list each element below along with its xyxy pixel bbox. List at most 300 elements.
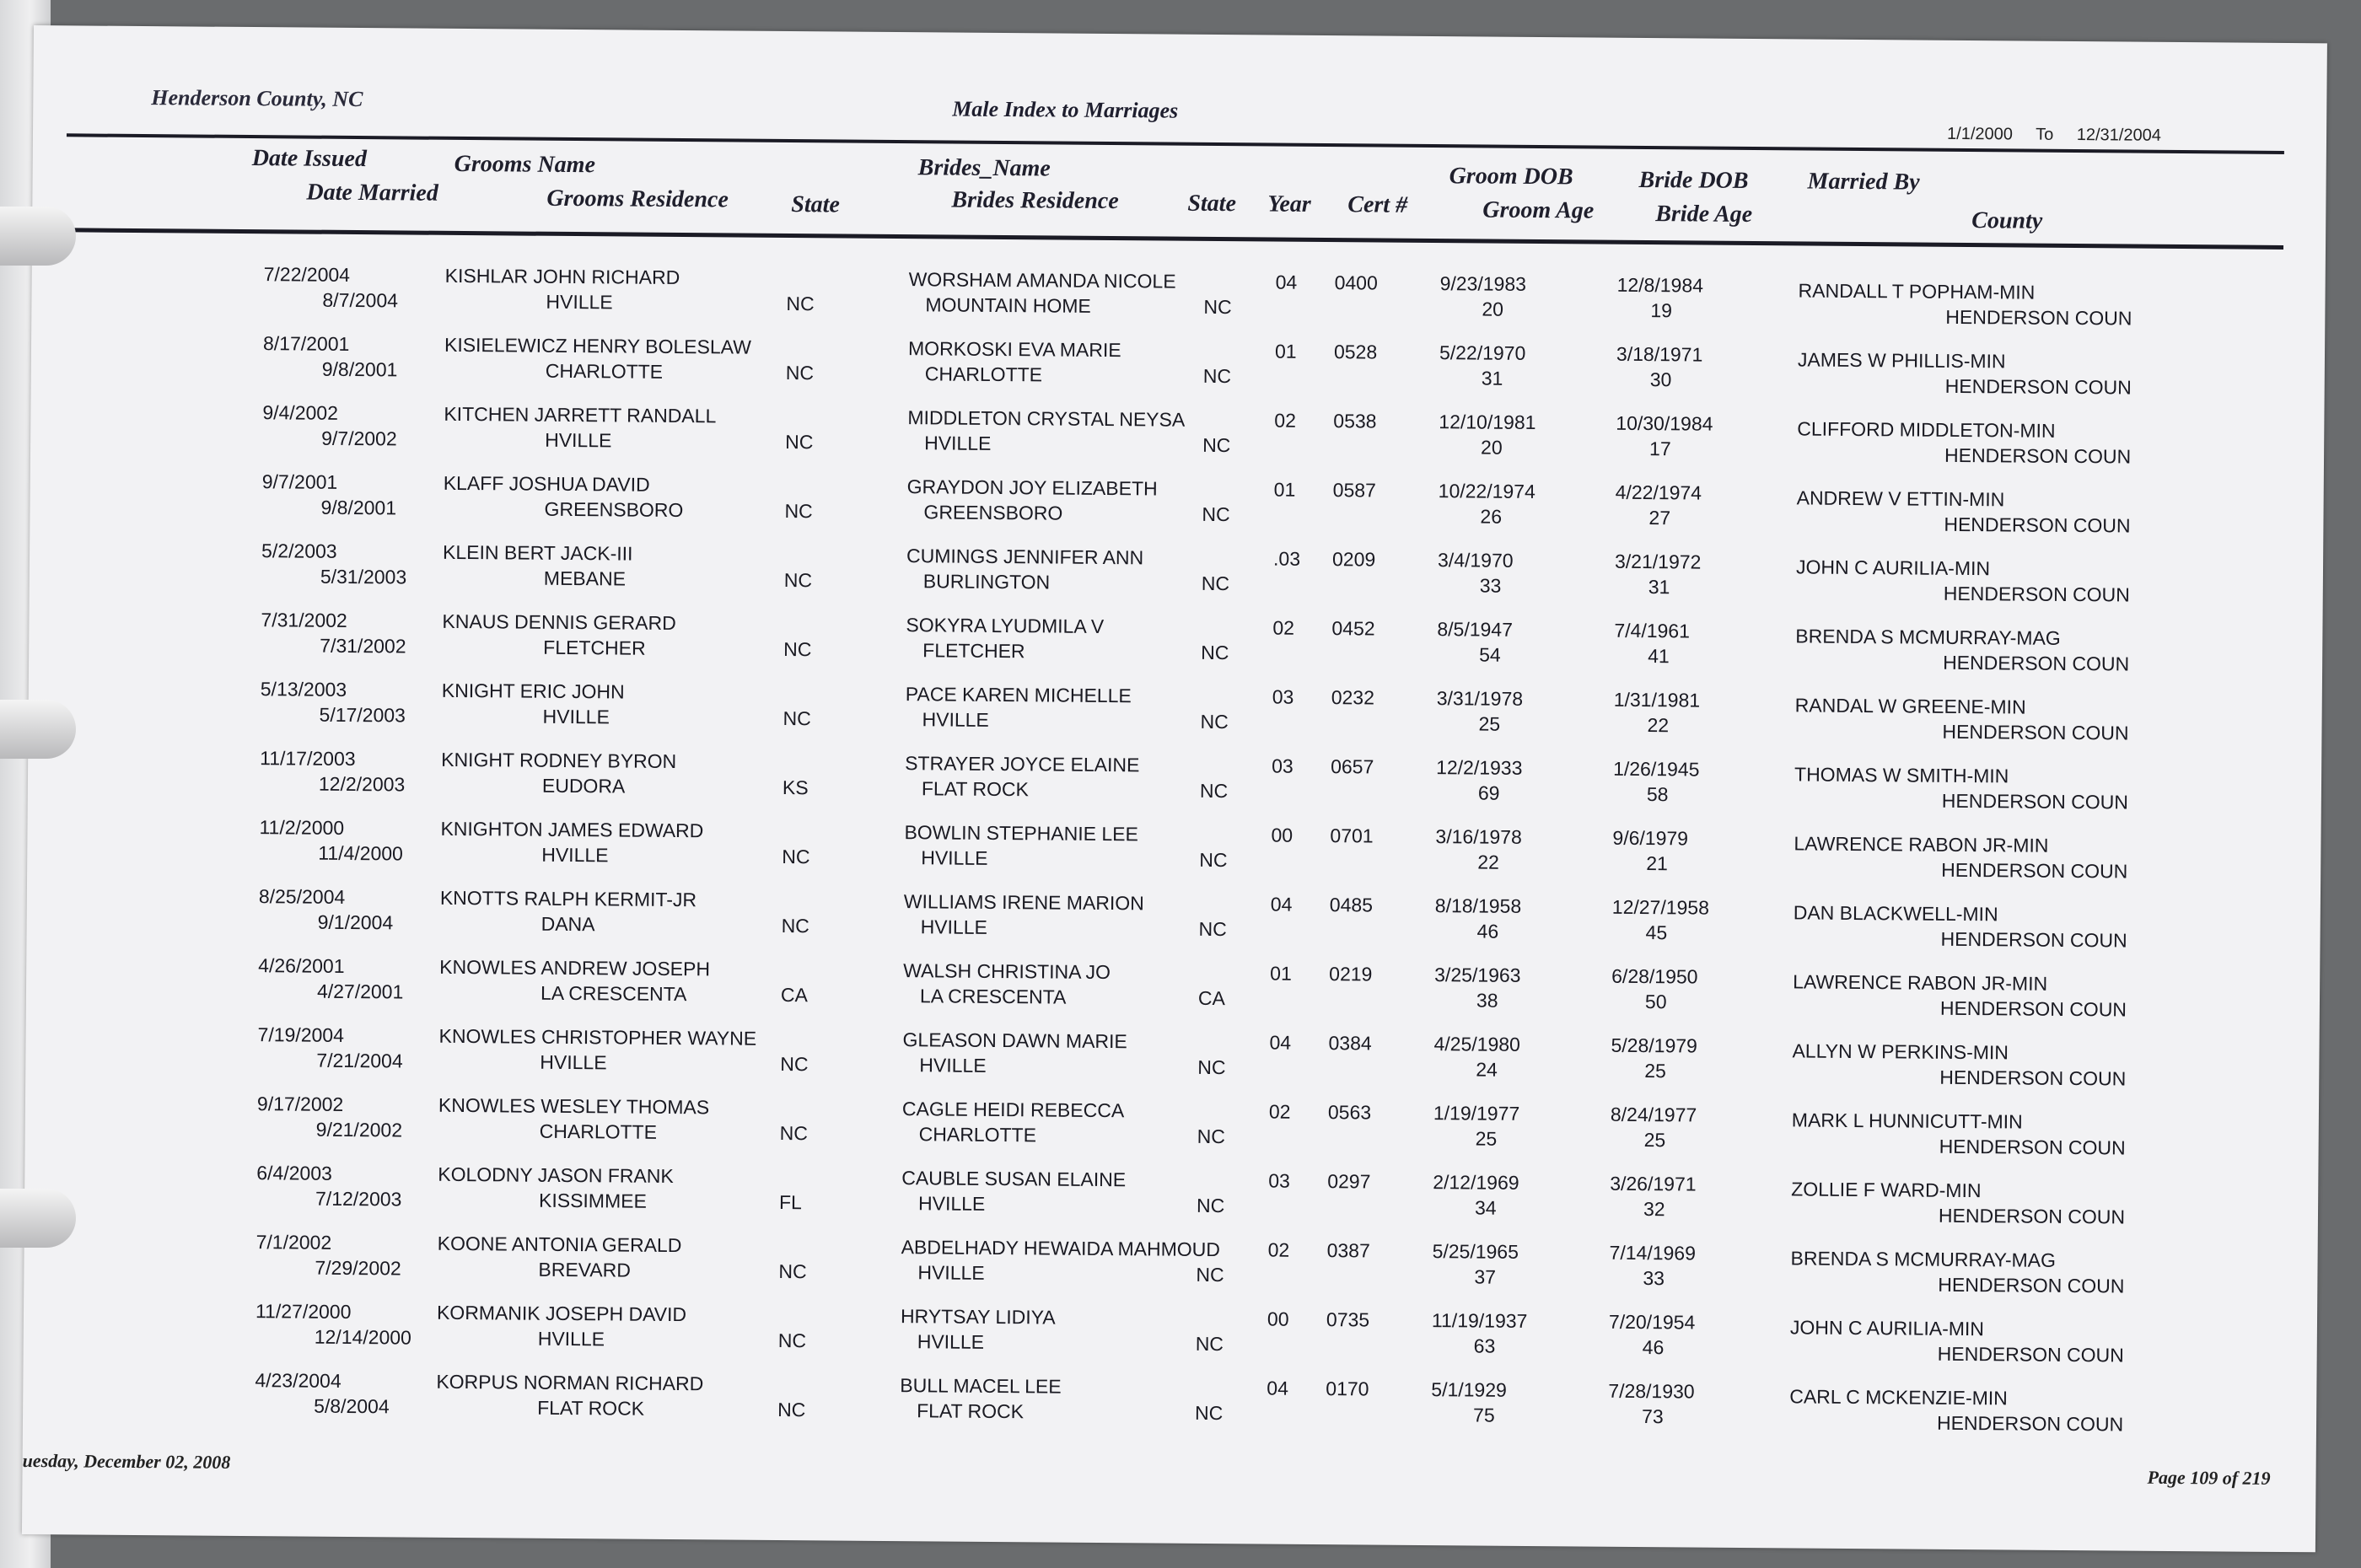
year: 04 [1270, 893, 1293, 916]
report-title: Male Index to Marriages [952, 96, 1179, 123]
bride-residence: FLETCHER [922, 639, 1025, 663]
col-grooms-name: Grooms Name [454, 150, 596, 179]
bride-age: 32 [1643, 1198, 1665, 1221]
year: 00 [1267, 1308, 1289, 1330]
bride-name: BOWLIN STEPHANIE LEE [904, 821, 1138, 846]
bride-age: 58 [1646, 783, 1669, 806]
bride-dob: 4/22/1974 [1615, 481, 1702, 504]
cert-number: 0563 [1327, 1101, 1372, 1124]
bride-dob: 6/28/1950 [1611, 964, 1698, 988]
bride-residence: LA CRESCENTA [919, 985, 1067, 1008]
married-by: BRENDA S MCMURRAY-MAG [1790, 1247, 2057, 1271]
date-issued: 8/17/2001 [262, 332, 350, 355]
bride-state: NC [1198, 917, 1227, 941]
date-married: 9/21/2002 [315, 1118, 403, 1141]
groom-age: 46 [1476, 920, 1499, 942]
groom-name: KNOTTS RALPH KERMIT-JR [439, 886, 697, 911]
groom-name: KLAFF JOSHUA DAVID [443, 471, 650, 496]
bride-state: NC [1196, 1194, 1225, 1217]
bride-dob: 7/4/1961 [1614, 619, 1691, 642]
bride-state: NC [1201, 572, 1230, 595]
groom-state: CA [780, 983, 809, 1007]
bride-dob: 10/30/1984 [1616, 411, 1713, 435]
groom-residence: KISSIMMEE [538, 1189, 647, 1212]
bride-name: STRAYER JOYCE ELAINE [905, 752, 1140, 776]
date-issued: 11/27/2000 [255, 1300, 352, 1324]
bride-state: NC [1201, 641, 1229, 664]
cert-number: 0452 [1331, 617, 1375, 640]
groom-name: KNOWLES ANDREW JOSEPH [439, 955, 711, 980]
groom-age: 63 [1473, 1334, 1496, 1357]
bride-residence: HVILLE [921, 846, 988, 869]
married-by: CLIFFORD MIDDLETON-MIN [1797, 417, 2056, 442]
bride-residence: FLAT ROCK [921, 777, 1029, 801]
col-brides-name: Brides_Name [917, 154, 1051, 182]
bride-residence: HVILLE [920, 916, 987, 938]
groom-age: 75 [1473, 1404, 1495, 1426]
date-issued: 8/25/2004 [258, 885, 346, 908]
groom-residence: HVILLE [542, 705, 610, 728]
groom-dob: 3/16/1978 [1435, 825, 1522, 848]
date-range [1947, 125, 2180, 146]
date-issued: 11/2/2000 [259, 816, 345, 839]
married-by: RANDALL T POPHAM-MIN [1798, 279, 2036, 303]
cert-number: 0384 [1328, 1032, 1372, 1055]
groom-dob: 4/25/1980 [1433, 1033, 1520, 1055]
bride-age: 30 [1649, 368, 1672, 391]
groom-residence: EUDORA [541, 774, 626, 797]
date-issued: 9/4/2002 [262, 401, 339, 424]
cert-number: 0538 [1333, 410, 1377, 432]
groom-name: KOONE ANTONIA GERALD [437, 1232, 682, 1257]
bride-name: HRYTSAY LIDIYA [900, 1305, 1056, 1329]
bride-age: 45 [1645, 921, 1668, 944]
married-by: RANDAL W GREENE-MIN [1794, 694, 2026, 718]
groom-dob: 3/31/1978 [1436, 687, 1524, 710]
col-date-issued: Date Issued [251, 145, 368, 173]
groom-age: 33 [1479, 574, 1502, 597]
groom-dob: 12/2/1933 [1436, 756, 1523, 779]
bride-age: 19 [1650, 299, 1673, 322]
county: HENDERSON COUN [1939, 996, 2127, 1021]
bride-name: WORSHAM AMANDA NICOLE [908, 268, 1176, 293]
bride-age: 25 [1643, 1129, 1666, 1152]
date-married: 12/14/2000 [314, 1325, 412, 1349]
groom-dob: 8/5/1947 [1437, 618, 1514, 641]
binder-ring [0, 700, 76, 759]
county: HENDERSON COUN [1944, 443, 2132, 468]
groom-dob: 11/19/1937 [1431, 1309, 1528, 1332]
groom-state: NC [782, 845, 810, 868]
date-married: 9/7/2002 [321, 427, 397, 450]
groom-residence: DANA [541, 912, 595, 936]
groom-name: KNIGHTON JAMES EDWARD [440, 817, 704, 842]
groom-dob: 3/4/1970 [1437, 549, 1514, 572]
bride-age: 25 [1644, 1060, 1667, 1082]
groom-residence: LA CRESCENTA [540, 981, 687, 1006]
binder-ring [0, 207, 76, 266]
bride-state: NC [1195, 1401, 1224, 1425]
bride-dob: 3/18/1971 [1616, 342, 1703, 366]
married-by: JAMES W PHILLIS-MIN [1797, 348, 2006, 373]
cert-number: 0485 [1329, 894, 1374, 916]
groom-state: NC [779, 1121, 809, 1145]
bride-age: 31 [1648, 576, 1670, 599]
col-state: State [791, 191, 841, 218]
col-bride-age: Bride Age [1655, 201, 1753, 228]
year: 01 [1273, 478, 1296, 501]
groom-dob: 5/1/1929 [1431, 1378, 1507, 1401]
county: HENDERSON COUN [1939, 1066, 2127, 1090]
groom-name: KNIGHT ERIC JOHN [441, 679, 625, 703]
date-issued: 5/13/2003 [260, 678, 347, 701]
date-issued: 7/22/2004 [263, 263, 351, 286]
date-issued: 6/4/2003 [256, 1162, 332, 1184]
col-county: County [1971, 207, 2043, 234]
groom-state: NC [780, 1052, 809, 1076]
groom-state: FL [778, 1190, 803, 1214]
year: 00 [1271, 824, 1293, 846]
date-issued: 4/26/2001 [258, 954, 345, 977]
groom-state: NC [785, 362, 815, 384]
bride-residence: HVILLE [922, 708, 989, 731]
groom-name: KISIELEWICZ HENRY BOLESLAW [444, 333, 751, 358]
bride-state: NC [1202, 433, 1231, 457]
col-bride-dob: Bride DOB [1638, 166, 1749, 194]
groom-residence: HVILLE [541, 843, 609, 867]
date-issued: 7/31/2002 [261, 609, 347, 631]
col-groom-dob: Groom DOB [1449, 163, 1573, 191]
date-married: 5/17/2003 [319, 703, 406, 727]
date-married: 7/29/2002 [315, 1256, 401, 1280]
range-from: 1/1/2000 [1946, 124, 2014, 144]
groom-residence: HVILLE [545, 428, 612, 452]
married-by: THOMAS W SMITH-MIN [1794, 763, 2009, 787]
groom-residence: BREVARD [538, 1258, 632, 1281]
married-by: CARL C MCKENZIE-MIN [1789, 1385, 2008, 1410]
year: 02 [1274, 409, 1297, 432]
groom-age: 69 [1477, 781, 1500, 804]
groom-name: KOLODNY JASON FRANK [438, 1163, 674, 1188]
date-issued: 5/2/2003 [261, 540, 337, 562]
date-married: 7/12/2003 [315, 1187, 402, 1211]
bride-state: NC [1202, 502, 1230, 526]
groom-residence: FLETCHER [543, 636, 646, 659]
groom-age: 26 [1480, 505, 1503, 528]
married-by: ALLYN W PERKINS-MIN [1792, 1039, 2009, 1064]
county: HENDERSON COUN [1945, 305, 2132, 330]
county: HENDERSON COUN [1937, 1342, 2124, 1367]
bride-state: NC [1196, 1263, 1224, 1286]
groom-state: NC [785, 431, 814, 454]
bride-residence: HVILLE [917, 1192, 986, 1215]
bride-residence: HVILLE [917, 1261, 985, 1284]
groom-residence: GREENSBORO [544, 497, 684, 522]
groom-state: NC [778, 1259, 807, 1283]
cert-number: 0587 [1332, 479, 1376, 502]
groom-dob: 9/23/1983 [1439, 272, 1527, 295]
groom-age: 37 [1474, 1265, 1497, 1288]
col-groom-age: Groom Age [1482, 196, 1595, 224]
cert-number: 0170 [1326, 1377, 1369, 1400]
groom-name: KORPUS NORMAN RICHARD [436, 1370, 704, 1395]
cert-number: 0297 [1327, 1170, 1371, 1193]
groom-age: 20 [1481, 436, 1503, 459]
bride-dob: 3/26/1971 [1610, 1172, 1697, 1195]
married-by: MARK L HUNNICUTT-MIN [1791, 1109, 2023, 1133]
date-married: 9/8/2001 [321, 357, 398, 381]
bride-residence: MOUNTAIN HOME [925, 293, 1091, 317]
col-bride-state: State [1187, 190, 1237, 217]
groom-residence: FLAT ROCK [537, 1396, 645, 1420]
groom-age: 54 [1479, 643, 1501, 666]
date-married: 9/1/2004 [317, 910, 394, 934]
year: 01 [1274, 340, 1297, 362]
date-issued: 7/19/2004 [257, 1023, 345, 1046]
groom-dob: 3/25/1963 [1434, 964, 1521, 986]
groom-dob: 1/19/1977 [1433, 1102, 1520, 1125]
date-issued: 9/7/2001 [261, 470, 338, 493]
bride-name: CUMINGS JENNIFER ANN [906, 545, 1144, 569]
bride-residence: CHARLOTTE [924, 362, 1043, 386]
married-by: JOHN C AURILIA-MIN [1795, 556, 1991, 580]
groom-state: NC [783, 707, 811, 730]
groom-dob: 8/18/1958 [1434, 894, 1522, 917]
groom-state: NC [777, 1329, 807, 1352]
married-by: LAWRENCE RABON JR-MIN [1794, 832, 2049, 856]
county-heading: Henderson County, NC [151, 85, 363, 112]
col-brides-residence: Brides Residence [951, 186, 1119, 215]
groom-residence: HVILLE [537, 1327, 605, 1351]
bride-state: NC [1203, 295, 1232, 319]
groom-name: KNOWLES WESLEY THOMAS [438, 1093, 710, 1119]
groom-age: 22 [1477, 851, 1499, 873]
groom-dob: 12/10/1981 [1439, 411, 1536, 434]
groom-age: 31 [1481, 367, 1503, 389]
groom-dob: 5/25/1965 [1432, 1240, 1519, 1263]
col-cert: Cert # [1347, 191, 1408, 218]
cert-number: 0735 [1326, 1308, 1370, 1331]
year: 04 [1275, 271, 1298, 293]
bride-name: PACE KAREN MICHELLE [905, 683, 1132, 707]
bride-age: 50 [1644, 991, 1667, 1013]
bride-name: MIDDLETON CRYSTAL NEYSA [907, 406, 1186, 431]
married-by: ANDREW V ETTIN-MIN [1796, 486, 2005, 511]
groom-state: NC [777, 1398, 806, 1421]
date-issued: 11/17/2003 [260, 747, 356, 771]
cert-number: 0232 [1331, 686, 1375, 709]
bride-state: NC [1195, 1332, 1224, 1356]
bride-state: CA [1197, 986, 1226, 1010]
bride-dob: 1/31/1981 [1613, 688, 1701, 712]
print-date: uesday, December 02, 2008 [22, 1449, 231, 1473]
date-married: 8/7/2004 [322, 288, 399, 312]
year: 04 [1269, 1031, 1292, 1054]
cert-number: 0657 [1331, 755, 1374, 778]
groom-residence: CHARLOTTE [539, 1120, 658, 1143]
year: 02 [1267, 1238, 1290, 1261]
groom-residence: HVILLE [540, 1050, 607, 1074]
groom-age: 25 [1475, 1127, 1498, 1150]
groom-age: 24 [1476, 1058, 1498, 1081]
bride-name: WALSH CHRISTINA JO [903, 959, 1111, 984]
groom-age: 34 [1474, 1196, 1497, 1219]
cert-number: 0219 [1329, 963, 1373, 985]
groom-name: KLEIN BERT JACK-III [443, 540, 633, 565]
bride-dob: 7/28/1930 [1608, 1379, 1695, 1403]
groom-name: KNIGHT RODNEY BYRON [441, 748, 677, 773]
bride-residence: GREENSBORO [923, 501, 1063, 524]
bride-dob: 12/8/1984 [1616, 273, 1704, 297]
year: 02 [1272, 616, 1295, 639]
bride-dob: 7/14/1969 [1609, 1241, 1697, 1265]
date-married: 7/31/2002 [320, 634, 406, 658]
married-by: BRENDA S MCMURRAY-MAG [1795, 625, 2061, 649]
date-issued: 9/17/2002 [256, 1093, 344, 1115]
page-number: Page 109 of 219 [2147, 1466, 2271, 1489]
binder-ring [0, 1189, 76, 1248]
county: HENDERSON COUN [1941, 789, 2129, 814]
bride-name: GRAYDON JOY ELIZABETH [906, 475, 1158, 500]
col-grooms-residence: Grooms Residence [546, 185, 729, 213]
year: 04 [1267, 1377, 1289, 1399]
married-by: ZOLLIE F WARD-MIN [1791, 1178, 1982, 1202]
year: 03 [1272, 685, 1294, 708]
groom-name: KISHLAR JOHN RICHARD [444, 264, 680, 289]
married-by: JOHN C AURILIA-MIN [1789, 1316, 1985, 1340]
county: HENDERSON COUN [1943, 651, 2130, 675]
groom-dob: 10/22/1974 [1438, 480, 1535, 503]
county: HENDERSON COUN [1938, 1204, 2126, 1228]
county: HENDERSON COUN [1940, 927, 2127, 952]
county: HENDERSON COUN [1936, 1411, 2124, 1436]
bride-name: GLEASON DAWN MARIE [902, 1028, 1127, 1053]
bride-dob: 12/27/1958 [1611, 895, 1710, 919]
bride-state: NC [1200, 710, 1229, 733]
date-married: 7/21/2004 [316, 1049, 403, 1072]
groom-dob: 5/22/1970 [1439, 341, 1526, 364]
header-rule [66, 228, 2283, 250]
col-date-married: Date Married [306, 179, 438, 207]
groom-state: NC [783, 638, 812, 661]
bride-dob: 1/26/1945 [1613, 757, 1700, 781]
col-year: Year [1267, 191, 1311, 217]
bride-age: 73 [1641, 1405, 1664, 1428]
bride-dob: 8/24/1977 [1610, 1103, 1697, 1126]
range-to: 12/31/2004 [2076, 126, 2161, 145]
bride-dob: 3/21/1972 [1614, 550, 1702, 573]
range-to-label: To [2036, 125, 2054, 144]
date-married: 5/8/2004 [314, 1394, 390, 1418]
county: HENDERSON COUN [1943, 582, 2130, 606]
bride-state: NC [1199, 779, 1229, 803]
groom-age: 25 [1478, 712, 1501, 735]
bride-age: 17 [1649, 438, 1671, 460]
bride-state: NC [1197, 1125, 1226, 1148]
date-issued: 7/1/2002 [255, 1231, 332, 1254]
groom-dob: 2/12/1969 [1433, 1171, 1519, 1194]
groom-state: NC [781, 914, 809, 937]
bride-state: NC [1199, 848, 1228, 872]
date-married: 9/8/2001 [320, 496, 397, 519]
cert-number: 0701 [1330, 824, 1374, 847]
groom-residence: MEBANE [543, 567, 627, 590]
county: HENDERSON COUN [1941, 858, 2128, 883]
bride-state: NC [1202, 364, 1232, 388]
date-married: 4/27/2001 [316, 980, 404, 1003]
bride-residence: CHARLOTTE [918, 1123, 1037, 1146]
groom-name: KNOWLES CHRISTOPHER WAYNE [438, 1024, 757, 1050]
groom-name: KITCHEN JARRETT RANDALL [444, 402, 717, 427]
groom-residence: CHARLOTTE [545, 359, 664, 383]
married-by: DAN BLACKWELL-MIN [1793, 901, 1998, 926]
document-page [22, 25, 2327, 1552]
year: 01 [1270, 962, 1292, 985]
bride-age: 22 [1647, 714, 1670, 737]
date-issued: 4/23/2004 [255, 1369, 342, 1392]
record-table [23, 261, 2326, 1454]
bride-dob: 9/6/1979 [1612, 826, 1689, 850]
groom-name: KORMANIK JOSEPH DAVID [436, 1301, 687, 1326]
bride-name: CAUBLE SUSAN ELAINE [901, 1167, 1127, 1191]
bride-age: 27 [1648, 507, 1671, 529]
bride-residence: HVILLE [919, 1054, 987, 1077]
date-married: 11/4/2000 [318, 841, 404, 865]
groom-residence: HVILLE [546, 290, 613, 314]
groom-state: NC [786, 293, 815, 315]
groom-age: 38 [1476, 989, 1498, 1012]
bride-name: BULL MACEL LEE [900, 1374, 1062, 1398]
county: HENDERSON COUN [1938, 1273, 2125, 1297]
bride-age: 41 [1648, 645, 1670, 668]
bride-residence: BURLINGTON [922, 570, 1051, 593]
cert-number: 0528 [1333, 341, 1378, 363]
bride-residence: HVILLE [924, 432, 992, 454]
married-by: LAWRENCE RABON JR-MIN [1793, 970, 2048, 995]
col-married-by: Married By [1807, 168, 1920, 196]
bride-age: 46 [1642, 1336, 1665, 1359]
bride-name: MORKOSKI EVA MARIE [907, 337, 1121, 362]
county: HENDERSON COUN [1939, 1135, 2126, 1159]
bride-residence: FLAT ROCK [917, 1399, 1025, 1423]
county: HENDERSON COUN [1942, 720, 2129, 744]
year: 03 [1268, 1169, 1290, 1192]
groom-state: NC [784, 500, 813, 523]
date-married: 5/31/2003 [320, 565, 407, 588]
bride-residence: HVILLE [917, 1330, 985, 1353]
groom-state: NC [783, 569, 813, 592]
cert-number: 0209 [1331, 548, 1376, 571]
year: 02 [1268, 1100, 1291, 1123]
bride-dob: 7/20/1954 [1608, 1310, 1696, 1334]
bride-name: SOKYRA LYUDMILA V [906, 614, 1105, 637]
cert-number: 0387 [1326, 1239, 1370, 1262]
groom-state: KS [782, 776, 809, 799]
bride-name: CAGLE HEIDI REBECCA [901, 1098, 1125, 1122]
county: HENDERSON COUN [1944, 513, 2131, 537]
cert-number: 0400 [1334, 271, 1378, 294]
bride-age: 33 [1643, 1267, 1665, 1290]
date-married: 12/2/2003 [318, 772, 406, 796]
year: .03 [1272, 547, 1301, 570]
bride-age: 21 [1646, 852, 1668, 875]
bride-state: NC [1197, 1055, 1226, 1079]
year: 03 [1272, 754, 1293, 777]
bride-name: ABDELHADY HEWAIDA MAHMOUD [901, 1236, 1221, 1261]
bride-name: WILLIAMS IRENE MARION [903, 890, 1144, 915]
groom-age: 20 [1482, 298, 1504, 320]
county: HENDERSON COUN [1944, 374, 2132, 399]
